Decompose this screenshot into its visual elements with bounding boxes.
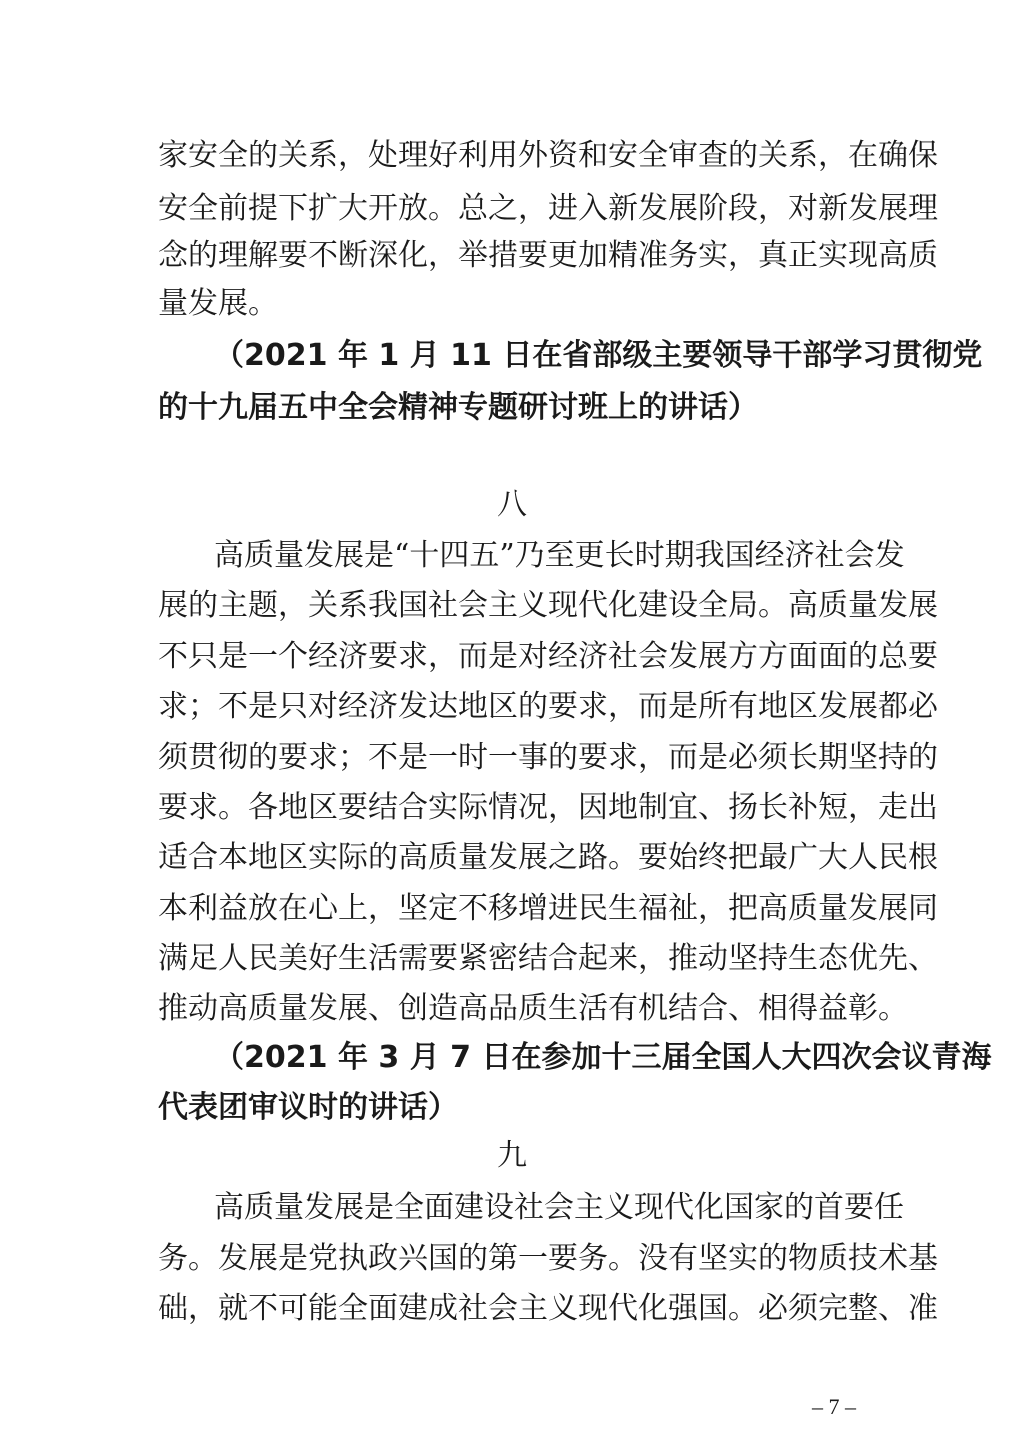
paragraph-8-line-5: 须贯彻的要求；不是一时一事的要求，而是必须长期坚持的 (158, 740, 938, 775)
source-a-line-1: （2021 年 1 月 11 日在省部级主要领导干部学习贯彻党 (214, 338, 983, 373)
source-8-line-2: 代表团审议时的讲话） (158, 1090, 458, 1125)
paragraph-8-line-2: 展的主题，关系我国社会主义现代化建设全局。高质量发展 (158, 588, 938, 623)
paragraph-9-line-2: 务。发展是党执政兴国的第一要务。没有坚实的物质技术基 (158, 1241, 938, 1276)
source-8-line-1: （2021 年 3 月 7 日在参加十三届全国人大四次会议青海 (214, 1040, 992, 1075)
paragraph-a-line-4: 量发展。 (158, 286, 278, 321)
section-9-heading: 九 (497, 1138, 527, 1173)
paragraph-8-line-10: 推动高质量发展、创造高品质生活有机结合、相得益彰。 (158, 991, 908, 1026)
source-a-line-2: 的十九届五中全会精神专题研讨班上的讲话） (158, 390, 758, 425)
paragraph-a-line-1: 家安全的关系，处理好利用外资和安全审查的关系，在确保 (158, 138, 938, 173)
paragraph-8-line-7: 适合本地区实际的高质量发展之路。要始终把最广大人民根 (158, 840, 938, 875)
section-8-heading: 八 (497, 487, 527, 522)
paragraph-8-line-6: 要求。各地区要结合实际情况，因地制宜、扬长补短，走出 (158, 790, 938, 825)
page-number: – 7 – (812, 1394, 856, 1419)
paragraph-8-line-3: 不只是一个经济要求，而是对经济社会发展方方面面的总要 (158, 639, 938, 674)
paragraph-9-line-1: 高质量发展是全面建设社会主义现代化国家的首要任 (214, 1190, 904, 1225)
paragraph-8-line-8: 本利益放在心上，坚定不移增进民生福祉，把高质量发展同 (158, 891, 938, 926)
paragraph-8-line-1: 高质量发展是“十四五”乃至更长时期我国经济社会发 (214, 538, 905, 573)
paragraph-a-line-3: 念的理解要不断深化，举措要更加精准务实，真正实现高质 (158, 238, 938, 273)
paragraph-a-line-2: 安全前提下扩大开放。总之，进入新发展阶段，对新发展理 (158, 191, 938, 226)
paragraph-9-line-3: 础，就不可能全面建成社会主义现代化强国。必须完整、准 (158, 1291, 938, 1326)
paragraph-8-line-4: 求；不是只对经济发达地区的要求，而是所有地区发展都必 (158, 689, 938, 724)
paragraph-8-line-9: 满足人民美好生活需要紧密结合起来，推动坚持生态优先、 (158, 941, 938, 976)
